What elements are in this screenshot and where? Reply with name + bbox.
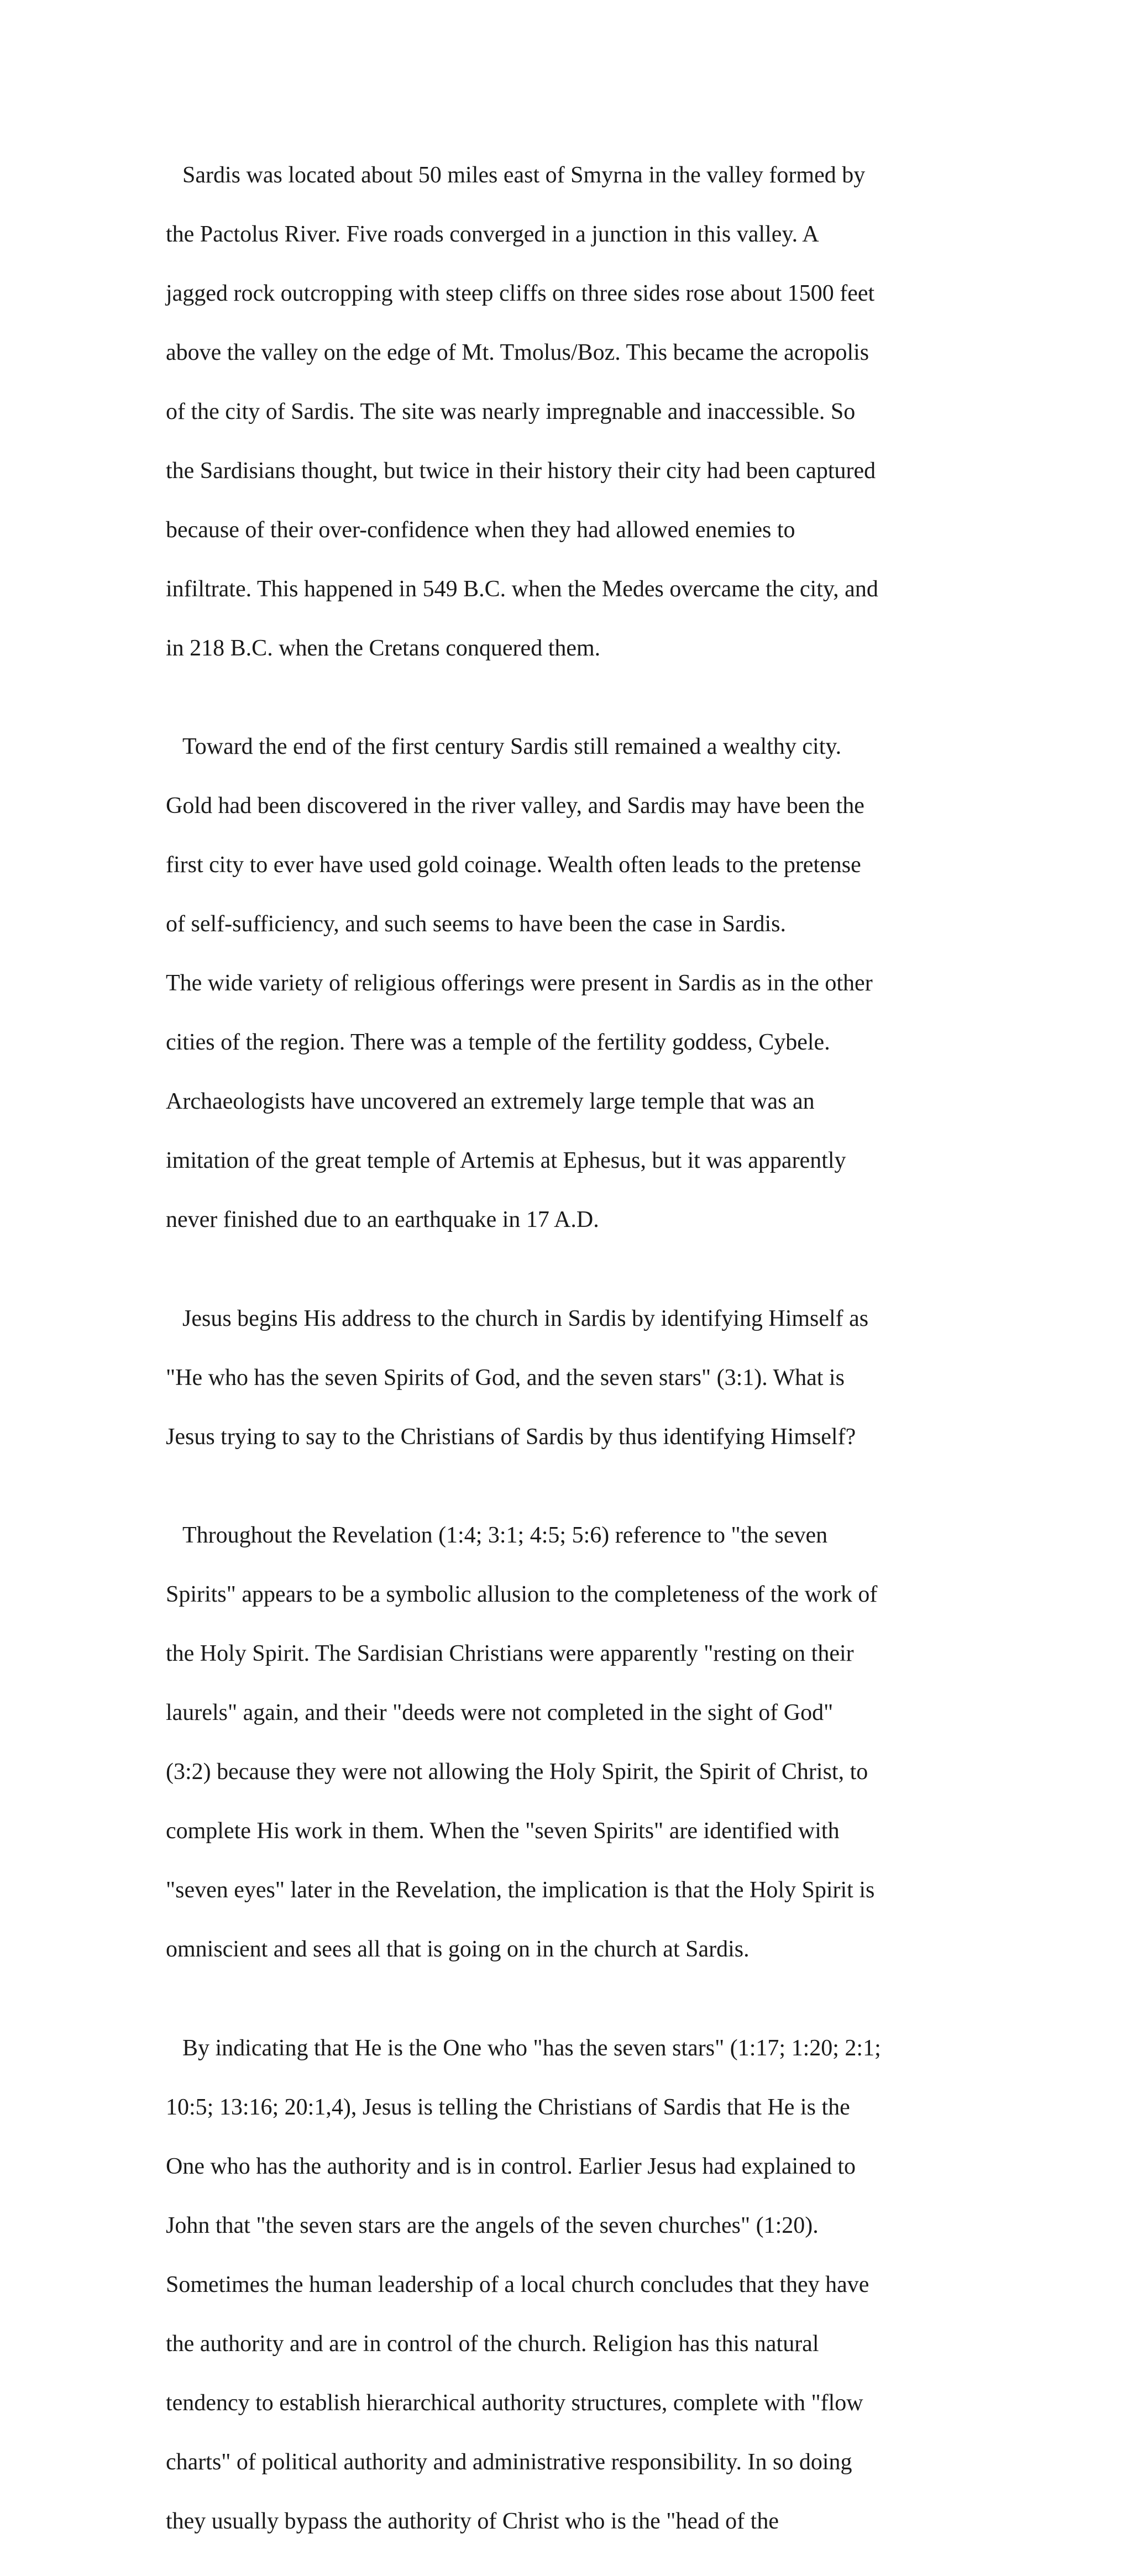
text-line: tendency to establish hierarchical authority structures, complete with "flow: [166, 2390, 863, 2416]
text-line: above the valley on the edge of Mt. Tmolus/Boz. This became the acropolis: [166, 339, 869, 365]
text-line: The wide variety of religious offerings were present in Sardis as in the other: [166, 970, 873, 996]
text-line: Jesus trying to say to the Christians of Sardis by thus identifying Himself?: [166, 1424, 856, 1450]
text-line: of the city of Sardis. The site was nearly impregnable and inaccessible. So: [166, 398, 856, 424]
text-line: By indicating that He is the One who "has the seven stars" (1:17; 1:20; 2:1;: [182, 2035, 881, 2061]
body-text: [166, 131, 973, 2576]
text-line: never finished due to an earthquake in 17 A.D.: [166, 1207, 599, 1232]
text-line: the Sardisians thought, but twice in their history their city had been captured: [166, 458, 876, 484]
paragraph-seven-spirits: [166, 1492, 973, 1995]
text-line: Spirits" appears to be a symbolic allusion to the completeness of the work of: [166, 1582, 878, 1607]
text-line: Gold had been discovered in the river valley, and Sardis may have been the: [166, 793, 864, 819]
text-line: the authority and are in control of the church. Religion has this natural: [166, 2331, 819, 2357]
text-line: first city to ever have used gold coinage. Wealth often leads to the pretense: [166, 852, 861, 878]
text-line: Sardis was located about 50 miles east of Smyrna in the valley formed by: [182, 162, 866, 188]
text-line: the Holy Spirit. The Sardisian Christians were apparently "resting on their: [166, 1641, 854, 1666]
text-line: Sometimes the human leadership of a local church concludes that they have: [166, 2271, 869, 2297]
text-line: infiltrate. This happened in 549 B.C. when the Medes overcame the city, and: [166, 576, 878, 602]
paragraph-jesus-address: [166, 1274, 973, 1482]
text-line: they usually bypass the authority of Christ who is the "head of the: [166, 2508, 779, 2534]
text-line: (3:2) because they were not allowing the Holy Spirit, the Spirit of Christ, to: [166, 1759, 868, 1785]
text-line: because of their over-confidence when they had allowed enemies to: [166, 517, 795, 543]
text-line: complete His work in them. When the "seven Spirits" are identified with: [166, 1818, 840, 1844]
text-line: Toward the end of the first century Sardis still remained a wealthy city.: [182, 734, 842, 759]
text-line: "He who has the seven Spirits of God, and the seven stars" (3:1). What is: [166, 1365, 845, 1391]
text-line: cities of the region. There was a temple of the fertility goddess, Cybele.: [166, 1030, 830, 1055]
text-line: Archaeologists have uncovered an extremely large temple that was an: [166, 1089, 815, 1114]
text-line: in 218 B.C. when the Cretans conquered them.: [166, 635, 601, 661]
paragraph-seven-stars: [166, 2004, 973, 2566]
text-line: 10:5; 13:16; 20:1,4), Jesus is telling the Christians of Sardis that He is the: [166, 2094, 850, 2120]
text-line: John that "the seven stars are the angels of the seven churches" (1:20).: [166, 2212, 819, 2238]
text-line: of self-sufficiency, and such seems to have been the case in Sardis.: [166, 911, 786, 937]
text-line: the Pactolus River. Five roads converged in a junction in this valley. A: [166, 221, 819, 247]
paragraph-sardis-wealth: [166, 703, 973, 1265]
paragraph-sardis-location: [166, 131, 973, 693]
text-line: Jesus begins His address to the church in Sardis by identifying Himself as: [182, 1305, 869, 1331]
text-line: "seven eyes" later in the Revelation, the implication is that the Holy Spirit is: [166, 1877, 875, 1903]
text-line: jagged rock outcropping with steep cliffs on three sides rose about 1500 feet: [166, 280, 875, 306]
text-line: charts" of political authority and administrative responsibility. In so doing: [166, 2449, 852, 2475]
text-line: laurels" again, and their "deeds were not completed in the sight of God": [166, 1700, 834, 1725]
text-line: Throughout the Revelation (1:4; 3:1; 4:5; 5:6) reference to "the seven: [182, 1523, 828, 1548]
text-line: One who has the authority and is in control. Earlier Jesus had explained to: [166, 2153, 856, 2179]
text-line: omniscient and sees all that is going on in the church at Sardis.: [166, 1937, 750, 1962]
text-line: imitation of the great temple of Artemis at Ephesus, but it was apparently: [166, 1148, 846, 1173]
